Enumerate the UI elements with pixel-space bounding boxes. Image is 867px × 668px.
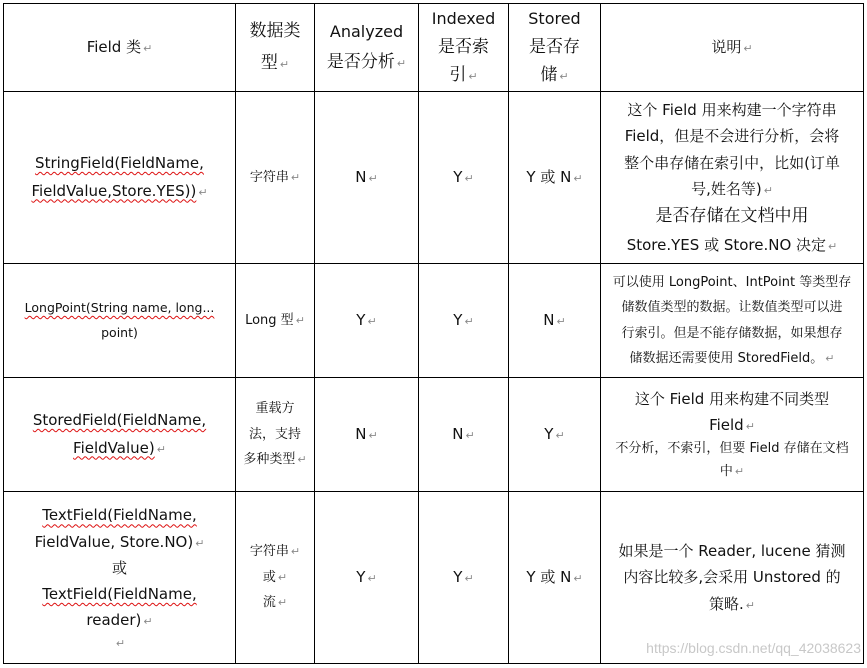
row4-type-line3: 流 ↵ [262,595,288,611]
row1-note-line6: Store.YES 或 Store.NO 决定 ↵ [626,235,838,254]
row2-note-line2: 储数值类型的数据。让数值类型可以进 [621,300,843,316]
row3-field-line2: FieldValue) ↵ [73,438,166,457]
paragraph-mark-icon: ↵ [156,442,166,456]
table-row [4,264,864,378]
header-note [601,4,864,92]
row1-note-line1: 这个 Field 用来构建一个字符串 [627,101,837,119]
header-analyzed-line2: 是否分析 ↵ [326,51,407,72]
row3-note-line1: 这个 Field 用来构建不同类型 [634,389,830,408]
paragraph-mark-icon: ↵ [277,570,288,584]
header-field-label: Field 类 [86,37,142,56]
header-stored-line3: 储 ↵ [540,64,569,85]
row3-note-line4: 中 ↵ [719,463,745,479]
row4-field-line5: reader) ↵ [86,611,153,630]
paragraph-mark-icon: ↵ [198,185,208,199]
header-stored [509,4,601,92]
row4-note [601,492,864,664]
header-analyzed-line1: Analyzed [329,21,404,41]
header-indexed-line3: 引 ↵ [449,64,478,85]
paragraph-mark-icon: ↵ [734,464,745,478]
paragraph-mark-icon: ↵ [295,313,305,327]
paragraph-mark-icon: ↵ [555,428,565,442]
row3-note-line3: 不分析，不索引，但要 Field 存储在文档 [615,441,849,456]
header-indexed-line1: Indexed [431,9,496,29]
row1-stored: Y 或 N ↵ [509,92,601,264]
field-types-table [3,3,864,664]
row2-note [601,264,864,378]
row4-field-line3: 或 [111,558,127,577]
row4-field-line4: TextField(FieldName, [42,585,197,603]
paragraph-mark-icon: ↵ [297,453,307,467]
header-type-line1: 数据类 [249,21,301,42]
table-row [4,92,864,264]
row1-note-line2: Field，但是不会进行分析，会将 [624,127,840,146]
paragraph-mark-icon: ↵ [468,69,478,83]
row2-type [236,264,315,378]
paragraph-mark-icon: ↵ [277,596,288,610]
paragraph-mark-icon: ↵ [290,545,301,559]
header-type [236,4,315,92]
paragraph-mark-icon: ↵ [279,57,290,71]
row2-note-line4: 储数据还需要使用 StoredField。 ↵ [629,350,835,366]
header-row [4,4,864,92]
paragraph-mark-icon: ↵ [464,171,474,185]
paragraph-mark-icon: ↵ [825,351,835,365]
row3-stored: Y ↵ [509,378,601,492]
paragraph-mark-icon: ↵ [745,598,755,612]
paragraph-mark-icon: ↵ [195,536,205,550]
paragraph-mark-icon: ↵ [828,239,838,253]
row4-indexed: Y ↵ [419,492,509,664]
row4-type [236,492,315,664]
paragraph-mark-icon: ↵ [464,314,474,328]
row4-analyzed: Y ↵ [315,492,419,664]
row3-note-line2: Field ↵ [709,415,755,434]
paragraph-mark-icon: ↵ [367,571,377,585]
row4-field-line1: TextField(FieldName, [42,506,197,525]
row4-note-line3: 策略. ↵ [709,594,755,613]
paragraph-mark-icon: ↵ [763,183,773,197]
row4-type-line2: 或 ↵ [262,569,288,585]
table-row [4,492,864,664]
header-note-label: 说明 [711,37,742,56]
row1-note-line3: 整个串存储在索引中，比如(订单 [624,153,840,172]
row1-field-line2: FieldValue,Store.YES)) ↵ [31,181,208,200]
paragraph-mark-icon: ↵ [367,314,377,328]
paragraph-mark-icon: ↵ [115,636,126,650]
watermark: https://blog.csdn.net/qq_42038623 [646,640,861,656]
paragraph-mark-icon: ↵ [745,419,755,433]
row3-field [4,378,236,492]
header-indexed-line2: 是否索 [438,36,489,57]
row2-stored: N ↵ [509,264,601,378]
row3-type-line1: 重载方 [255,401,295,417]
header-stored-line2: 是否存 [529,36,580,57]
row1-type-text: 字符串 [249,169,289,185]
row2-analyzed: Y ↵ [315,264,419,378]
row3-analyzed: N ↵ [315,378,419,492]
row2-indexed: Y ↵ [419,264,509,378]
paragraph-mark-icon: ↵ [743,41,753,55]
row3-indexed: N ↵ [419,378,509,492]
paragraph-mark-icon: ↵ [396,56,407,70]
row4-type-line1: 字符串 ↵ [249,544,301,560]
paragraph-mark-icon: ↵ [143,41,153,55]
row3-type-line3: 多种类型 ↵ [243,452,307,468]
row2-field [4,264,236,378]
paragraph-mark-icon: ↵ [464,571,474,585]
header-indexed [419,4,509,92]
paragraph-mark-icon: ↵ [573,571,583,585]
paragraph-mark-icon: ↵ [573,171,583,185]
row2-type-text: Long 型 [245,312,294,328]
row1-note [601,92,864,264]
row2-field-line1: LongPoint(String name, long... [24,300,215,316]
paragraph-mark-icon: ↵ [143,615,153,629]
row1-type [236,92,315,264]
row1-note-line4: 号,姓名等) ↵ [691,179,773,198]
row1-note-line5: 是否存储在文档中用 [655,206,809,226]
paragraph-mark-icon: ↵ [290,170,301,184]
table-row [4,378,864,492]
header-analyzed [315,4,419,92]
row3-type [236,378,315,492]
paragraph-mark-icon: ↵ [465,428,475,442]
header-field [4,4,236,92]
paragraph-mark-icon: ↵ [559,69,569,83]
row2-note-line3: 行索引。但是不能存储数据，如果想存 [621,325,843,341]
row4-note-line1: 如果是一个 Reader, lucene 猜测 [618,542,846,561]
row2-note-line1: 可以使用 LongPoint、IntPoint 等类型存 [612,274,852,290]
row1-indexed: Y ↵ [419,92,509,264]
header-stored-line1: Stored [528,9,581,29]
row1-field [4,92,236,264]
row4-field [4,492,236,664]
row1-analyzed: N ↵ [315,92,419,264]
row2-field-line2: point) [101,324,138,340]
header-type-line2: 型 ↵ [260,52,290,73]
paragraph-mark-icon: ↵ [556,314,566,328]
row1-field-line1: StringField(FieldName, [35,153,204,172]
row3-type-line2: 法，支持 [248,426,301,442]
row4-field-line2: FieldValue, Store.NO) ↵ [34,532,205,551]
paragraph-mark-icon: ↵ [368,428,378,442]
row4-stored: Y 或 N ↵ [509,492,601,664]
row3-field-line1: StoredField(FieldName, [32,410,207,429]
row3-note [601,378,864,492]
paragraph-mark-icon: ↵ [368,171,378,185]
row4-note-line2: 内容比较多,会采用 Unstored 的 [623,568,841,587]
